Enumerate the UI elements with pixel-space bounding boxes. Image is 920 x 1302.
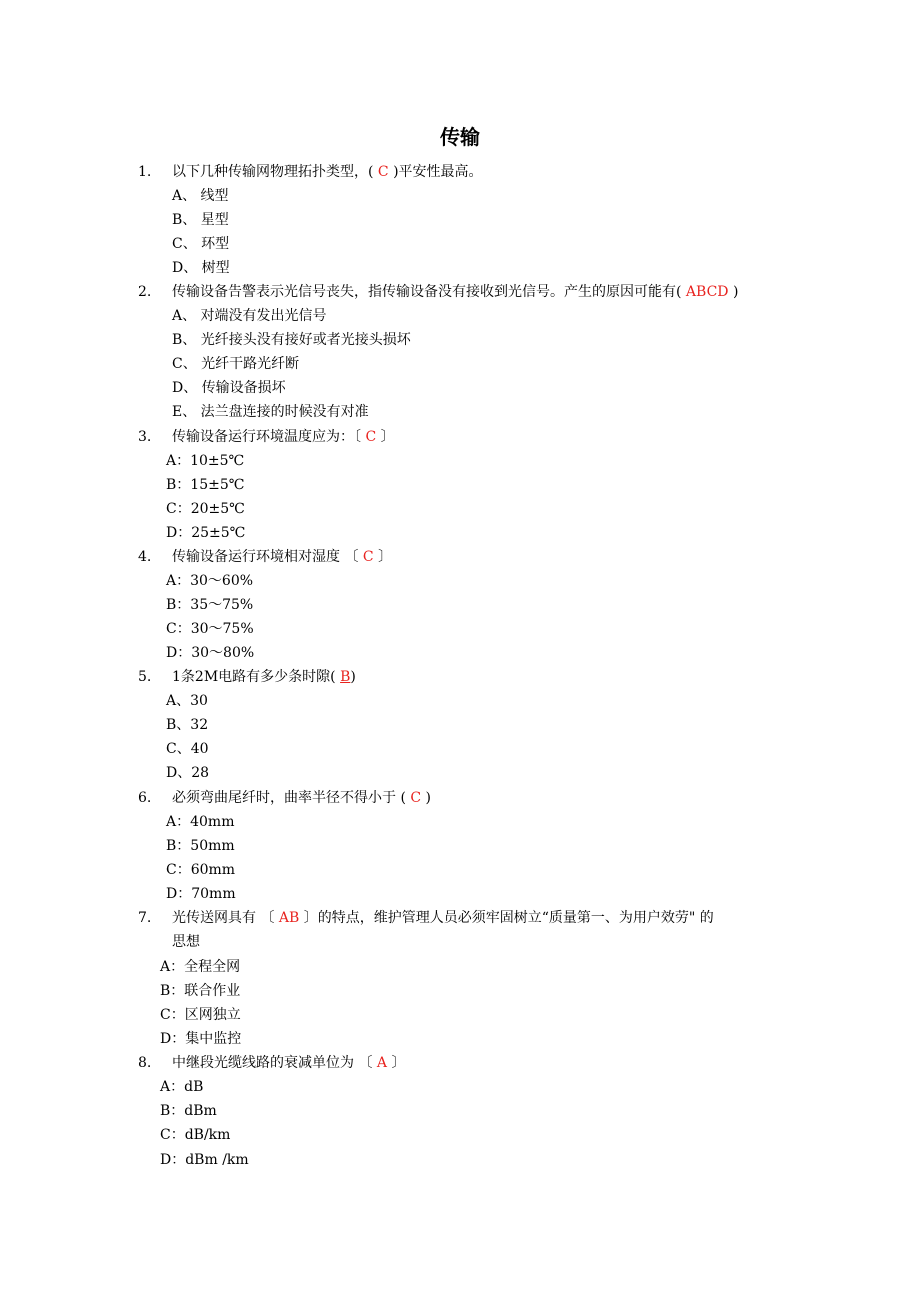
option: A：全程全网 [160,959,241,975]
question-number: 5. [138,669,152,685]
question-continuation: 思想 [172,934,200,950]
answer: C [365,429,377,445]
question-text: 必须弯曲尾纤时，曲率半径不得小于 ( C ) [172,790,432,806]
question-text: 以下几种传输网物理拓扑类型，( C )平安性最高。 [172,164,483,180]
answer: B [340,669,351,685]
option: A：30～60% [166,573,254,589]
page-title: 传输 [440,125,480,149]
option: A：10±5℃ [166,453,245,469]
option: C：区网独立 [160,1007,241,1023]
option: D：70mm [166,886,236,902]
option: D：dBm /km [160,1152,249,1168]
question-number: 1. [138,164,152,180]
answer: C [377,164,389,180]
question-number: 2. [138,284,152,300]
answer: C [362,549,374,565]
option: B、32 [166,717,209,733]
option: C、 环型 [172,236,230,252]
option: D、28 [166,765,210,781]
option: B：联合作业 [160,983,241,999]
option: B、 光纤接头没有接好或者光接头损坏 [172,332,411,348]
question-text: 传输设备告警表示光信号丧失，指传输设备没有接收到光信号。产生的原因可能有( ABCD ) [172,284,739,300]
option: A：dB [160,1079,204,1095]
question-number: 7. [138,910,152,926]
question-number: 4. [138,549,152,565]
answer: ABCD [685,284,729,300]
answer: AB [278,910,300,926]
option: C：20±5℃ [166,501,245,517]
option: A、30 [166,693,208,709]
option: E、 法兰盘连接的时候没有对准 [172,404,369,420]
question-text: 传输设备运行环境相对湿度 〔 C 〕 [172,549,393,565]
option: D：30～80% [166,645,255,661]
option: C：dB/km [160,1127,231,1143]
option: A、 线型 [172,188,229,204]
question-text: 中继段光缆线路的衰减单位为 〔 A 〕 [172,1055,406,1071]
option: C：30～75% [166,621,254,637]
answer: C [410,790,422,806]
question-text: 光传送网具有 〔 AB 〕的特点，维护管理人员必须牢固树立“质量第一、为用户效劳" 的 [172,910,714,926]
option: A、 对端没有发出光信号 [172,308,327,324]
question-text: 1条2M电路有多少条时隙( B) [172,669,356,685]
option: C：60mm [166,862,236,878]
option: B：35～75% [166,597,254,613]
question-number: 3. [138,429,152,445]
answer: A [376,1055,388,1071]
question-text: 传输设备运行环境温度应为：〔 C 〕 [172,429,395,445]
question-number: 8. [138,1055,152,1071]
option: A：40mm [166,814,235,830]
option: B、 星型 [172,212,229,228]
option: B：50mm [166,838,235,854]
option: D：集中监控 [160,1031,242,1047]
question-number: 6. [138,790,152,806]
option: D：25±5℃ [166,525,246,541]
option: D、 传输设备损坏 [172,380,286,396]
option: B：15±5℃ [166,477,245,493]
option: B：dBm [160,1103,217,1119]
option: C、40 [166,741,209,757]
option: C、 光纤干路光纤断 [172,356,300,372]
option: D、 树型 [172,260,230,276]
